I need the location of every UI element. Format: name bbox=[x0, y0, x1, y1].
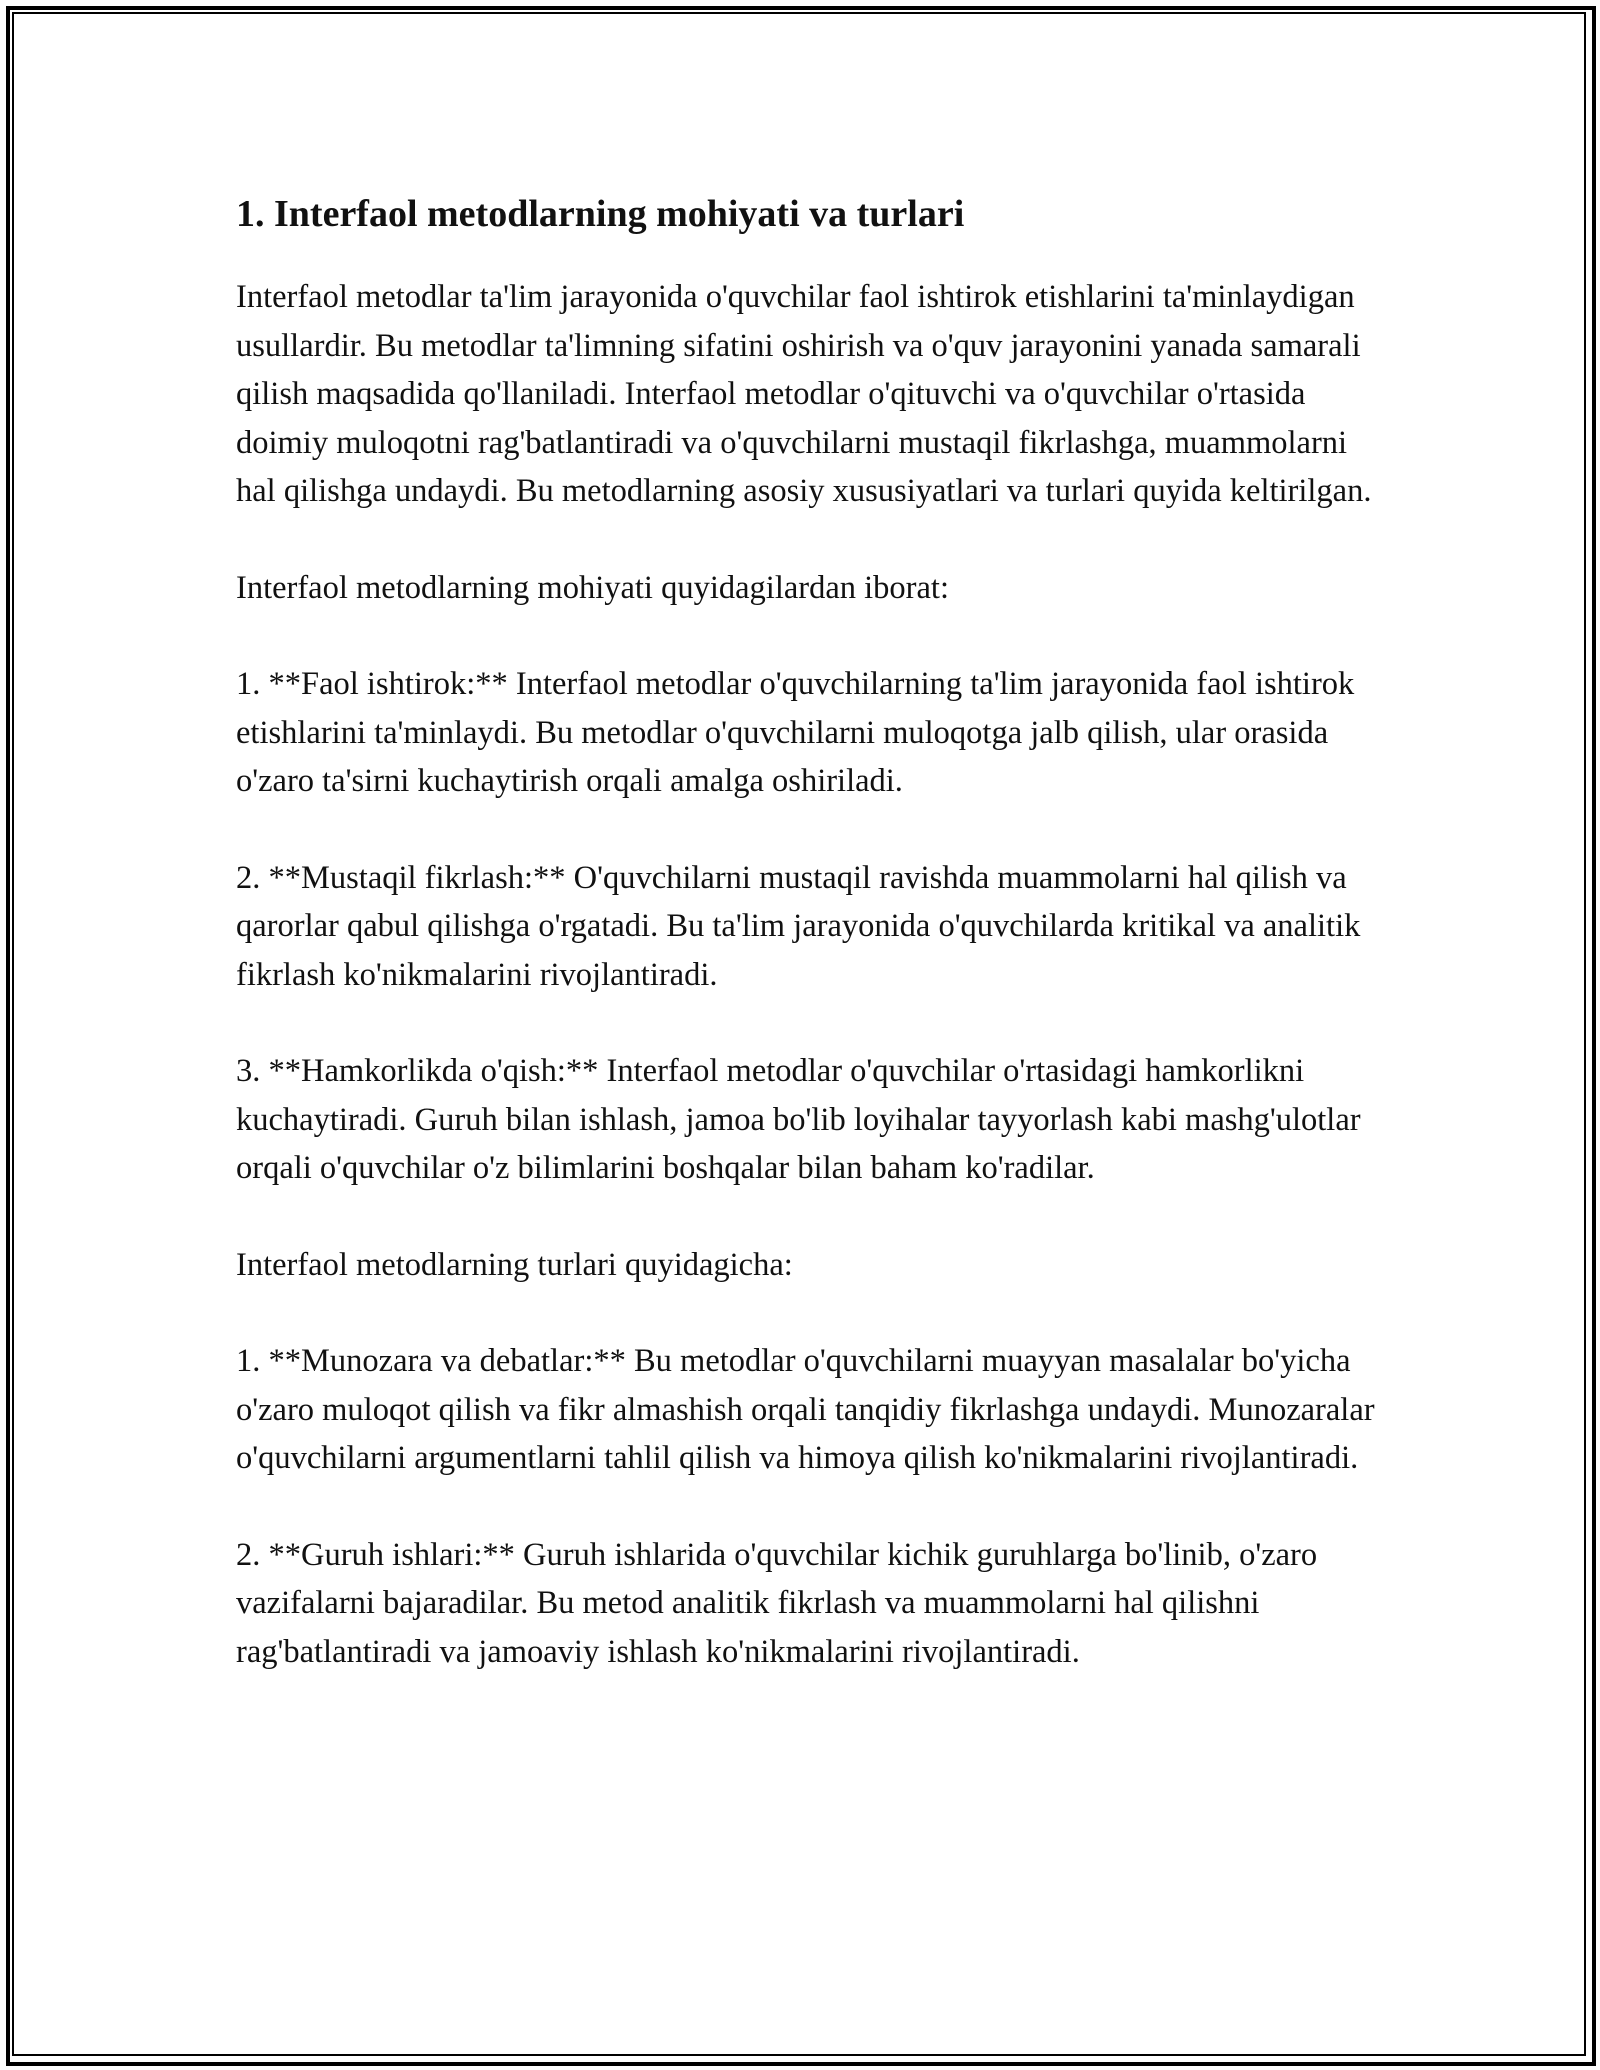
essence-item-collaborative-learning: 3. **Hamkorlikda o'qish:** Interfaol metodlar o'quvchilar o'rtasidagi hamkorlikni kuchaytiradi. Guruh bilan ishlash, jamoa bo'lib loyihalar tayyorlash kabi mashg'ulotlar orqali o'quvchilar o'z bilimlarini boshqalar bilan baham ko'radilar. bbox=[236, 1053, 1361, 1186]
essence-lead-paragraph: Interfaol metodlarning mohiyati quyidagilardan iborat: bbox=[236, 569, 949, 606]
types-lead-paragraph: Interfaol metodlarning turlari quyidagicha: bbox=[236, 1246, 793, 1283]
types-item-discussions-debates: 1. **Munozara va debatlar:** Bu metodlar o'quvchilarni muayyan masalalar bo'yicha o'zaro muloqot qilish va fikr almashish orqali tanqidiy fikrlashga undaydi. Munozaralar o'quvchilarni argumentlarni tahlil qilish va himoya qilish ko'nikmalarini rivojlantiradi. bbox=[236, 1343, 1375, 1476]
essence-item-active-participation: 1. **Faol ishtirok:** Interfaol metodlar o'quvchilarning ta'lim jarayonida faol ishtirok etishlarini ta'minlaydi. Bu metodlar o'quvchilarni muloqotga jalb qilish, ular orasida o'zaro ta'sirni kuchaytirish orqali amalga oshiriladi. bbox=[236, 666, 1355, 799]
types-item-group-work: 2. **Guruh ishlari:** Guruh ishlarida o'quvchilar kichik guruhlarga bo'linib, o'zaro vazifalarni bajaradilar. Bu metod analitik fikrlash va muammolarni hal qilishni rag'batlantiradi va jamoaviy ishlash ko'nikmalarini rivojlantiradi. bbox=[236, 1536, 1318, 1670]
intro-paragraph: Interfaol metodlar ta'lim jarayonida o'quvchilar faol ishtirok etishlarini ta'minlaydigan usullardir. Bu metodlar ta'limning sifatini oshirish va o'quv jarayonini yanada samarali qilish maqsadida qo'llaniladi. Interfaol metodlar o'qituvchi va o'quvchilar o'rtasida doimiy muloqotni rag'batlantiradi va o'quvchilarni mustaqil fikrlashga, muammolarni hal qilishga undaydi. Bu metodlarning asosiy xususiyatlari va turlari quyida keltirilgan. bbox=[236, 279, 1372, 509]
essence-item-independent-thinking: 2. **Mustaqil fikrlash:** O'quvchilarni mustaqil ravishda muammolarni hal qilish va qarorlar qabul qilishga o'rgatadi. Bu ta'lim jarayonida o'quvchilarda kritikal va analitik fikrlash ko'nikmalarini rivojlantiradi. bbox=[236, 859, 1361, 993]
section-heading: 1. Interfaol metodlarning mohiyati va turlari bbox=[236, 193, 965, 235]
document-body bbox=[236, 185, 1386, 1724]
